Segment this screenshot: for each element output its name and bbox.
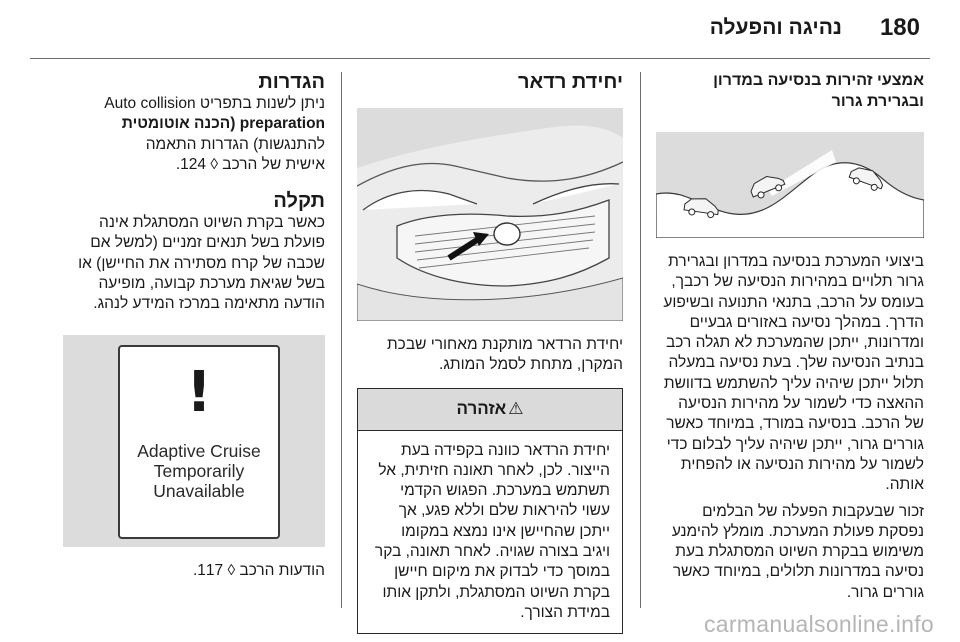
watermark: carmanualsonline.info bbox=[703, 611, 934, 637]
warning-box bbox=[357, 388, 623, 635]
header-rule bbox=[30, 58, 930, 59]
section-heading-radar: יחידת רדאר bbox=[518, 71, 623, 93]
driver-info-display-figure bbox=[63, 335, 325, 547]
settings-line-4: אישית של הרכב ◊ 124. bbox=[175, 155, 325, 173]
column-slope-precautions bbox=[656, 70, 924, 603]
settings-line-3: להתנגשות) הגדרות התאמה bbox=[145, 135, 325, 153]
column-settings bbox=[60, 70, 325, 581]
column-radar-unit bbox=[357, 70, 623, 634]
section-heading-fault: תקלה bbox=[273, 190, 325, 213]
display-message-screen bbox=[118, 345, 280, 539]
exclamation-icon: ! bbox=[186, 359, 212, 425]
display-caption: הודעות הרכב ◊ 117. bbox=[192, 561, 325, 579]
display-line-2: Temporarily bbox=[153, 460, 245, 481]
page-header bbox=[0, 0, 960, 62]
settings-line-1: ניתן לשנות בתפריט Auto collision bbox=[104, 95, 325, 112]
warning-header bbox=[358, 389, 622, 431]
column-divider-left bbox=[341, 72, 342, 608]
radar-location-illustration bbox=[357, 108, 623, 321]
settings-line-2: preparation (הכנה אוטומטית bbox=[121, 115, 325, 133]
fault-paragraph: כאשר בקרת השיוט המסתגלת אינה פועלת בשל תנאים זמניים (למשל אם שכבה של קרח מסתירה את החיישן) או בשל שגיאת מערכת קבועה, מופיעה הודעה מתאימה במרכז המידע לנהג. bbox=[78, 214, 325, 313]
slope-paragraph-2: זכור שבעקבות הפעלה של הבלמים נפסקת פעולת המערכת. מומלץ להימנע משימוש בבקרת השיוט המסתגלת בעת נסיעה במדרונות תלולים, במיוחד כאשר גוררים גרור. bbox=[671, 502, 924, 601]
warning-triangle-icon: ⚠ bbox=[508, 398, 524, 418]
warning-body: יחידת הרדאר כוונה בקפידה בעת הייצור. לכן, לאחר תאונה חזיתית, אל תשתמש במערכת. הפגוש הקדמי עשוי להיראות שלם וללא פגע, אך ייתכן שהחיישן אינו נמצא במקומו ויגיב בצורה שגויה. לאחר תאונה, בקר במוסך כדי לבדוק את מיקום חיישן בקרת השיוט המסתגלת, ולתקן אותו במידת הצורך. bbox=[374, 441, 610, 621]
hill-driving-illustration bbox=[656, 132, 924, 238]
radar-caption: יחידת הרדאר מותקנת מאחורי שבכת המקרן, מתחת לסמל המותג. bbox=[386, 336, 623, 374]
section-heading-slope: אמצעי זהירות בנסיעה במדרון ובגרירת גרור bbox=[713, 72, 924, 110]
display-line-1: Adaptive Cruise bbox=[137, 440, 261, 461]
column-divider-right bbox=[640, 72, 641, 608]
slope-paragraph-1: ביצועי המערכת בנסיעה במדרון ובגרירת גרור תלויים במהירות הנסיעה של רכבך, בעומס על הרכב, בתנאי התנועה ובשיפוע הדרך. במהלך נסיעה באזורים גבעיים ומדרונות, ייתכן שהמערכת לא תגלה רכב בנתיב הנסיעה שלך. בעת נסיעה במעלה תלול ייתכן שיהיה עליך להשתמש בדוושת ההאצה כדי לשמור על מהירות הנסיעה של הרכב. בנסיעה במורד, במיוחד כאשר גוררים גרור, ייתכן שיהיה עליך לבלום כדי לשמור על מהירות הנסיעה או להפחית אותה. bbox=[663, 253, 924, 494]
display-line-3: Unavailable bbox=[153, 480, 245, 501]
running-title: נהיגה והפעלה bbox=[709, 16, 842, 39]
page-number: 180 bbox=[879, 14, 920, 41]
section-heading-settings: הגדרות bbox=[258, 71, 325, 93]
warning-title: אזהרה bbox=[456, 398, 507, 418]
display-message-text bbox=[120, 441, 278, 501]
